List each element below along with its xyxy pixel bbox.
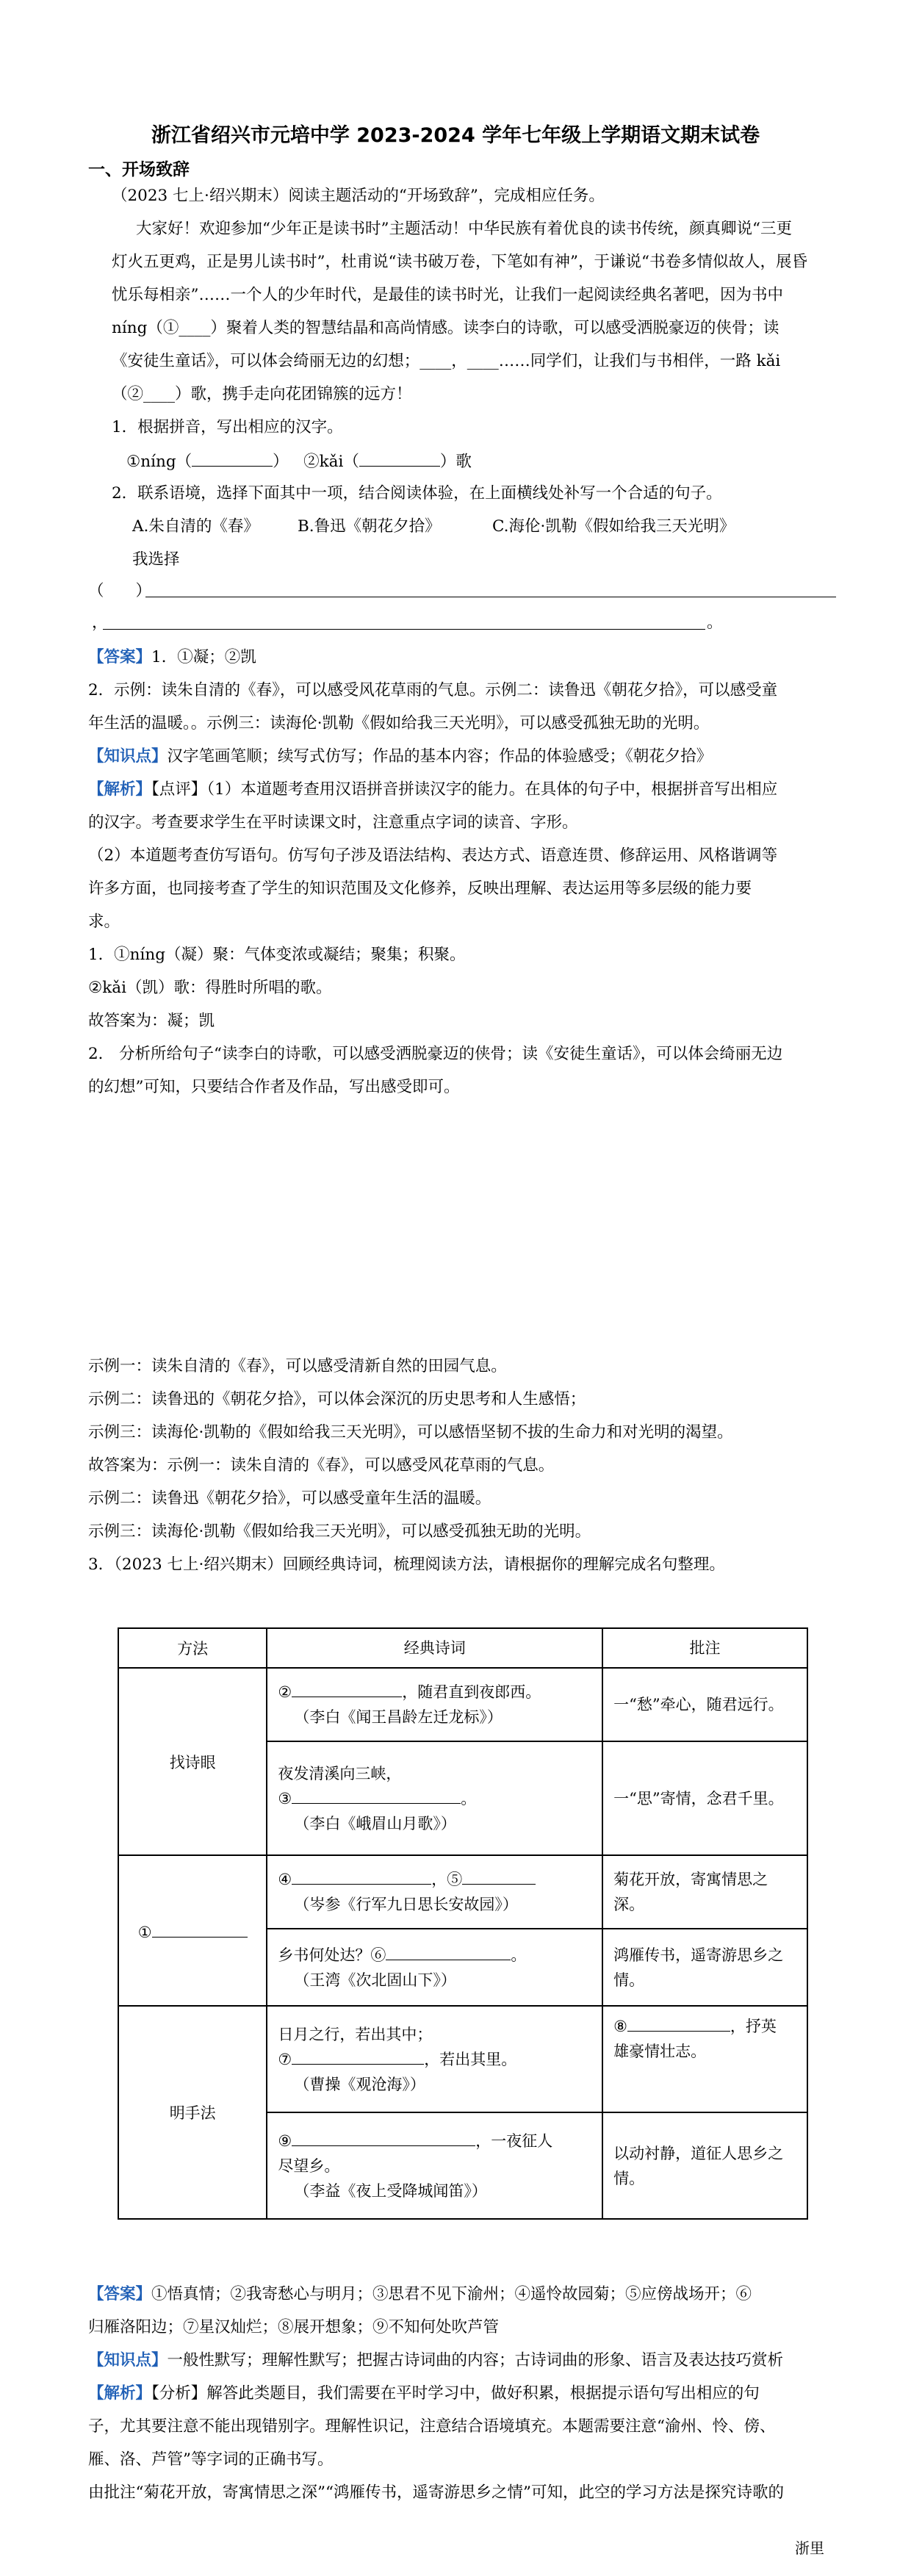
example-line: 故答案为：示例一：读朱自清的《春》，可以感受风花草雨的气息。 — [88, 1456, 555, 1475]
poem-source: （曹操《观沧海》） — [294, 2075, 425, 2093]
q1-item-1-close: ） — [273, 453, 289, 471]
answer-tag: 【答案】 — [88, 2285, 152, 2303]
header-note: 批注 — [602, 1628, 807, 1668]
blank-1[interactable] — [152, 1921, 248, 1938]
answer-line: ①悟真情；②我寄愁心与明月；③思君不见下渝州；④遥怜故园菊；⑤应傍战场开；⑥ — [151, 2285, 752, 2303]
table-header-row — [118, 1628, 807, 1668]
blank-number: ② — [278, 1683, 292, 1701]
analysis-line: 由批注“菊花开放，寄寓情思之深”“鸿雁传书，遥寄游思乡之情”可知，此空的学习方法是探究诗歌的 — [88, 2483, 784, 2502]
analysis-line: 的汉字。考查要求学生在平时读课文时，注意重点字词的读音、字形。 — [88, 813, 578, 832]
table-row — [118, 2006, 807, 2112]
answer-line: 2．示例：读朱自清的《春》，可以感受风花草雨的气息。示例二：读鲁迅《朝花夕拾》，可以感受童 — [88, 681, 778, 699]
analysis-line: 2． 分析所给句子“读李白的诗歌，可以感受洒脱豪迈的侠骨；读《安徒生童话》，可以体会绮丽无边 — [88, 1045, 783, 1063]
poem-source: （李益《夜上受降城闻笛》） — [294, 2181, 487, 2200]
blank-8[interactable] — [627, 2015, 730, 2032]
note-text: 以动衬静，道征人思乡之 — [613, 2144, 784, 2162]
table-row — [118, 1855, 807, 1929]
passage-line: 灯火五更鸡，正是男儿读书时”，杜甫说“读书破万卷，下笔如有神”，于谦说“书卷多情似故人，展昏 — [112, 253, 807, 271]
analysis-tag: 【解析】 — [88, 780, 152, 799]
blank-2[interactable] — [292, 1680, 402, 1697]
note-text: 鸿雁传书，遥寄游思乡之 — [613, 1946, 784, 1964]
question-intro: （2023 七上·绍兴期末）阅读主题活动的“开场致辞”，完成相应任务。 — [112, 187, 605, 205]
analysis-line: 【点评】（1）本道题考查用汉语拼音拼读汉字的能力。在具体的句子中，根据拼音写出相应 — [151, 780, 778, 799]
poem-source: （李白《闻王昌龄左迁龙标》） — [294, 1708, 503, 1726]
blank-number: ③ — [278, 1789, 292, 1807]
question-3: 3．（2023 七上·绍兴期末）回顾经典诗词，梳理阅读方法，请根据你的理解完成名句整理。 — [88, 1555, 725, 1574]
passage-line: 《安徒生童话》，可以体会绮丽无边的幻想；____，____……同学们，让我们与书相伴，一路 kǎi — [112, 352, 781, 370]
blank-6[interactable] — [386, 1943, 511, 1960]
knowledge-text: 一般性默写；理解性默写；把握古诗词曲的内容；古诗词曲的形象、语言及表达技巧赏析 — [167, 2351, 784, 2370]
poem-source: （王湾《次北固山下》） — [294, 1971, 456, 1989]
answer-tag: 【答案】 — [88, 648, 152, 666]
page-footer: 浙里 — [795, 2539, 824, 2557]
table-row — [118, 1668, 807, 1741]
poetry-table — [118, 1627, 808, 2220]
blank-9[interactable] — [292, 2129, 475, 2146]
blank-number: ④ — [278, 1871, 292, 1888]
answer-line: 归雁洛阳边；⑦星汉灿烂；⑧展开想象；⑨不知何处吹芦管 — [88, 2318, 500, 2336]
note-text: 情。 — [613, 1971, 645, 1989]
q1-answer-row — [126, 450, 472, 473]
knowledge-text: 汉字笔画笔顺；续写式仿写；作品的基本内容；作品的体验感受；《朝花夕拾》 — [167, 747, 713, 766]
answer-row-3 — [88, 2284, 752, 2306]
poem-text: ，一夜征人 — [475, 2131, 553, 2150]
answer-row-1 — [88, 647, 256, 669]
blank-number: ⑧ — [613, 2018, 627, 2035]
method-cell — [118, 1855, 267, 2006]
analysis-tag: 【解析】 — [88, 2384, 152, 2403]
method-cell: 明手法 — [118, 2006, 267, 2219]
analysis-row — [88, 2383, 760, 2405]
note-text: 雄豪情壮志。 — [613, 2043, 707, 2060]
analysis-row — [88, 779, 777, 801]
q2-comma: ， — [92, 614, 108, 632]
note-cell — [602, 2112, 807, 2219]
note-text: ，抒英 — [730, 2018, 777, 2035]
poem-cell — [267, 1929, 602, 2006]
example-line: 示例二：读鲁迅的《朝花夕拾》，可以体会深沉的历史思考和人生感悟； — [88, 1390, 586, 1408]
analysis-line: （2）本道题考查仿写语句。仿写句子涉及语法结构、表达方式、语意连贯、修辞运用、风格谐调等 — [88, 846, 778, 865]
q2-period: 。 — [707, 614, 723, 632]
example-line: 示例一：读朱自清的《春》，可以感受清新自然的田园气息。 — [88, 1357, 507, 1375]
analysis-line: ②kǎi（凯）歌：得胜时所唱的歌。 — [88, 979, 332, 997]
passage-line: 大家好！欢迎参加“少年正是读书时”主题活动！中华民族有着优良的读书传统，颜真卿说“三更 — [136, 220, 792, 238]
note-cell — [602, 2006, 807, 2112]
poem-text: 尽望乡。 — [278, 2156, 340, 2175]
question-2: 2．联系语境，选择下面其中一项，结合阅读体验，在上面横线处补写一个合适的句子。 — [112, 484, 722, 503]
knowledge-tag: 【知识点】 — [88, 747, 168, 766]
poem-text: 夜发清溪向三峡， — [278, 1764, 402, 1782]
poem-text: 乡书何处达？⑥ — [278, 1946, 386, 1964]
blank-4[interactable] — [292, 1868, 431, 1885]
knowledge-row — [88, 2350, 783, 2372]
example-line: 示例二：读鲁迅《朝花夕拾》，可以感受童年生活的温暖。 — [88, 1489, 491, 1508]
q2-option-a: A.朱自清的《春》 — [132, 517, 259, 536]
note-cell: 菊花开放，寄寓情思之深。 — [602, 1855, 807, 1929]
analysis-line: 许多方面，也同接考查了学生的知识范围及文化修养，反映出理解、表达运用等多层级的能力要 — [88, 879, 752, 898]
poem-text: 。 — [511, 1946, 527, 1964]
header-poem: 经典诗词 — [267, 1628, 602, 1668]
analysis-line: 的幻想”可知，只要结合作者及作品，写出感受即可。 — [88, 1078, 460, 1096]
method-cell: 找诗眼 — [118, 1668, 267, 1855]
q2-answer-line-2[interactable] — [103, 629, 705, 630]
example-line: 示例三：读海伦·凯勒《假如给我三天光明》，可以感受孤独无助的光明。 — [88, 1522, 591, 1541]
poem-source: （李白《峨眉山月歌》） — [294, 1814, 456, 1832]
analysis-line: 1．①níng（凝）聚：气体变浓或凝结；聚集；积聚。 — [88, 946, 466, 964]
analysis-line: 【分析】解答此类题目，我们需要在平时学习中，做好积累，根据提示语句写出相应的句 — [151, 2384, 760, 2403]
q2-option-c: C.海伦·凯勒《假如给我三天光明》 — [492, 517, 735, 536]
poem-text: ，若出其里。 — [424, 2050, 517, 2068]
answer-1: 1．①凝；②凯 — [151, 648, 256, 666]
analysis-line: 故答案为：凝；凯 — [88, 1012, 215, 1030]
knowledge-row — [88, 746, 712, 768]
poem-source: （岑参《行军九日思长安故园》） — [294, 1896, 518, 1913]
blank-number: ① — [137, 1923, 152, 1941]
poem-cell — [267, 2006, 602, 2112]
q1-blank-1[interactable] — [192, 450, 273, 467]
note-text: 情。 — [613, 2169, 645, 2187]
note-cell: 一“愁”牵心，随君远行。 — [602, 1668, 807, 1741]
blank-number: ⑨ — [278, 2131, 292, 2150]
poem-cell — [267, 2112, 602, 2219]
question-1: 1．根据拼音，写出相应的汉字。 — [112, 418, 343, 436]
q2-option-b: B.鲁迅《朝花夕拾》 — [298, 517, 441, 536]
blank-7[interactable] — [292, 2048, 424, 2065]
note-cell: 一“思”寄情，念君千里。 — [602, 1741, 807, 1855]
answer-line: 年生活的温暖。。示例三：读海伦·凯勒《假如给我三天光明》，可以感受孤独无助的光明。 — [88, 714, 710, 733]
q2-choice-paren: （ ） — [88, 582, 152, 600]
analysis-line: 雁、洛、芦管”等字词的正确书写。 — [88, 2450, 334, 2469]
section-heading: 一、开场致辞 — [88, 160, 190, 179]
poem-cell — [267, 1855, 602, 1929]
header-method: 方法 — [118, 1628, 267, 1668]
q1-blank-2[interactable] — [359, 450, 440, 467]
q1-item-2-label: ②kǎi（ — [303, 453, 359, 471]
knowledge-tag: 【知识点】 — [88, 2351, 168, 2370]
poem-cell — [267, 1741, 602, 1855]
q2-choose-label: 我选择 — [132, 550, 180, 569]
blank-number: ⑦ — [278, 2050, 292, 2068]
poem-text: 日月之行，若出其中； — [278, 2025, 433, 2043]
q1-item-2-close: ）歌 — [439, 453, 472, 471]
q1-item-1-label: ①níng（ — [126, 453, 192, 471]
note-cell — [602, 1929, 807, 2006]
page-title: 浙江省绍兴市元培中学 2023-2024 学年七年级上学期语文期末试卷 — [151, 124, 760, 147]
poem-text: ，随君直到夜郎西。 — [402, 1683, 541, 1701]
poem-text: 。 — [461, 1789, 477, 1807]
blank-5[interactable] — [462, 1868, 536, 1885]
analysis-line: 求。 — [88, 913, 120, 931]
blank-3[interactable] — [292, 1787, 461, 1804]
analysis-line: 子，尤其要注意不能出现错别字。理解性识记，注意结合语境填充。本题需要注意“渝州、怜、傍、 — [88, 2417, 776, 2436]
example-line: 示例三：读海伦·凯勒的《假如给我三天光明》，可以感悟坚韧不拔的生命力和对光明的渴望。 — [88, 1423, 733, 1442]
passage-line: níng（①____）聚着人类的智慧结晶和高尚情感。读李白的诗歌，可以感受洒脱豪迈的侠骨；读 — [112, 319, 779, 337]
blank-number: ，⑤ — [431, 1871, 463, 1888]
passage-line: （②____）歌，携手走向花团锦簇的远方！ — [112, 385, 412, 403]
passage-line: 忧乐每相亲”……一个人的少年时代，是最佳的读书时光，让我们一起阅读经典名著吧，因为书中 — [112, 286, 783, 304]
poem-cell — [267, 1668, 602, 1741]
